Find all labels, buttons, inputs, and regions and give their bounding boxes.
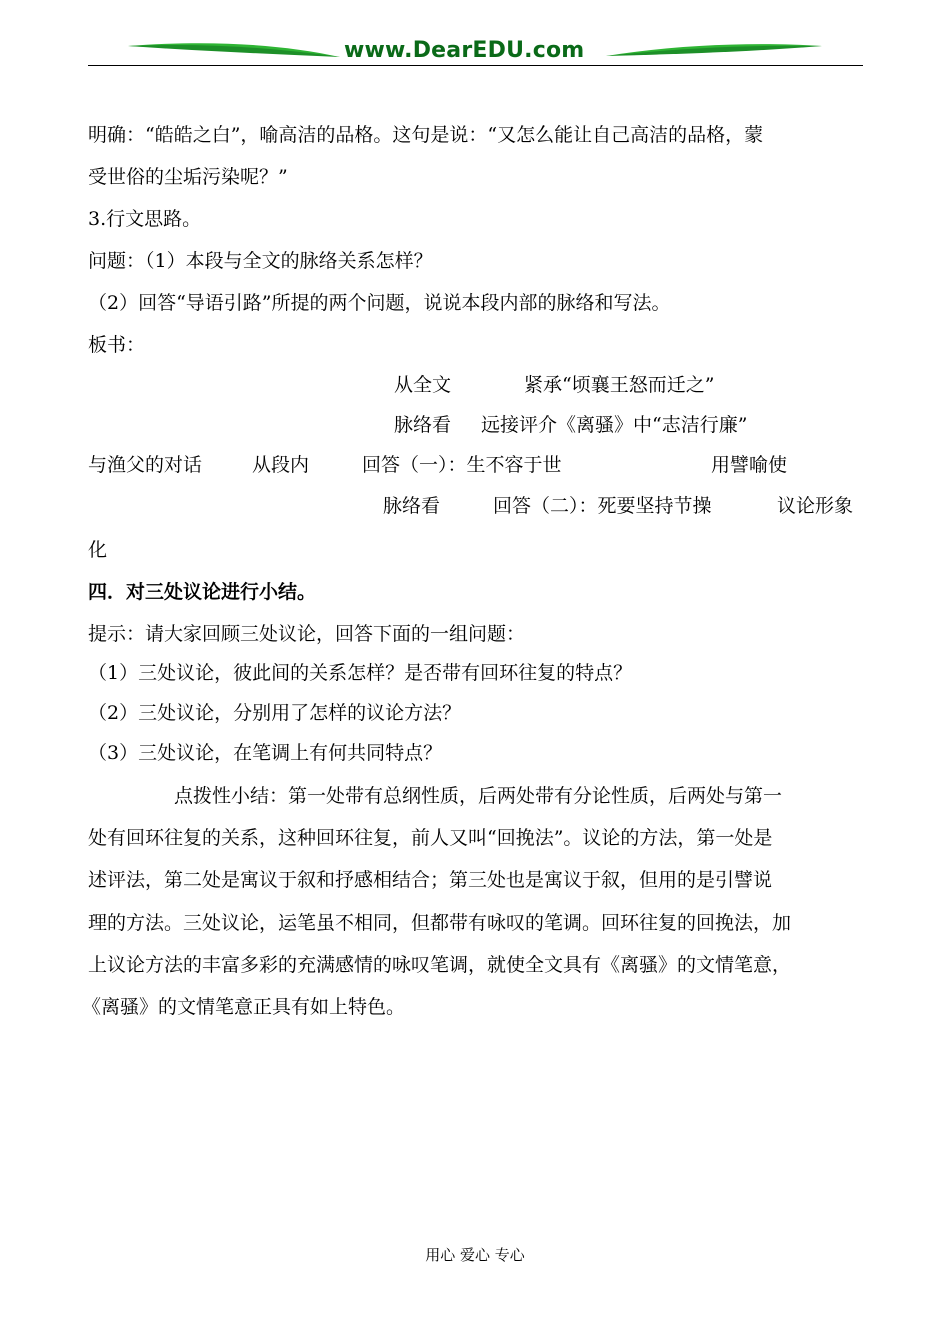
board-answer-1: 回答（一）：生不容于世 <box>362 454 562 476</box>
board-dialogue: 与渔父的对话 <box>88 454 203 476</box>
summary-line-1: 点拨性小结：第一处带有总纲性质，后两处带有分论性质，后两处与第一 <box>174 785 783 807</box>
summary-line-6: 《离骚》的文情笔意正具有如上特色。 <box>82 996 406 1018</box>
summary-line-5: 上议论方法的丰富多彩的充满感情的咏叹笔调，就使全文具有《离骚》的文情笔意， <box>88 954 792 976</box>
board-label: 板书： <box>88 334 146 356</box>
board-far: 远接评介《离骚》中“志洁行廉” <box>481 414 748 436</box>
board-wrap: 化 <box>88 539 108 561</box>
summary-line-3: 述评法，第二处是寓议于叙和抒感相结合；第三处也是寓议于叙，但用的是引譬说 <box>88 869 773 891</box>
board-follow: 紧承“顷襄王怒而迁之” <box>524 374 715 396</box>
board-metaphor: 用譬喻使 <box>711 454 788 476</box>
board-discuss: 议论形象 <box>777 495 854 517</box>
question-line-2: （2）回答“导语引路”所提的两个问题，说说本段内部的脉络和写法。 <box>88 292 671 314</box>
board-from-full: 从全文 <box>394 374 452 396</box>
question-item-2: （2）三处议论，分别用了怎样的议论方法？ <box>88 702 462 724</box>
site-logo-text: www.DearEDU.com <box>344 38 585 63</box>
text-line-3: 3.行文思路。 <box>88 208 202 230</box>
summary-line-2: 处有回环往复的关系，这种回环往复，前人又叫“回挽法”。议论的方法，第一处是 <box>88 827 773 849</box>
board-context-2: 脉络看 <box>383 495 441 517</box>
page-header <box>0 0 950 80</box>
text-line-2: 受世俗的尘垢污染呢？” <box>88 166 288 188</box>
page-footer: 用心 爱心 专心 <box>425 1246 525 1264</box>
text-line-1: 明确：“皓皓之白”，喻高洁的品格。这句是说：“又怎么能让自己高洁的品格，蒙 <box>88 124 764 146</box>
question-line: 问题：（1）本段与全文的脉络关系怎样？ <box>88 250 433 272</box>
hint-line: 提示：请大家回顾三处议论，回答下面的一组问题： <box>88 623 526 645</box>
board-from-para: 从段内 <box>252 454 310 476</box>
question-item-1: （1）三处议论，彼此间的关系怎样？是否带有回环往复的特点？ <box>88 662 633 684</box>
summary-line-4: 理的方法。三处议论，运笔虽不相同，但都带有咏叹的笔调。回环往复的回挽法，加 <box>88 912 792 934</box>
section-heading: 四．对三处议论进行小结。 <box>88 581 317 603</box>
board-answer-2: 回答（二）：死要坚持节操 <box>493 495 712 517</box>
question-item-3: （3）三处议论，在笔调上有何共同特点？ <box>88 742 443 764</box>
board-context-1: 脉络看 <box>394 414 452 436</box>
header-divider <box>88 65 863 66</box>
